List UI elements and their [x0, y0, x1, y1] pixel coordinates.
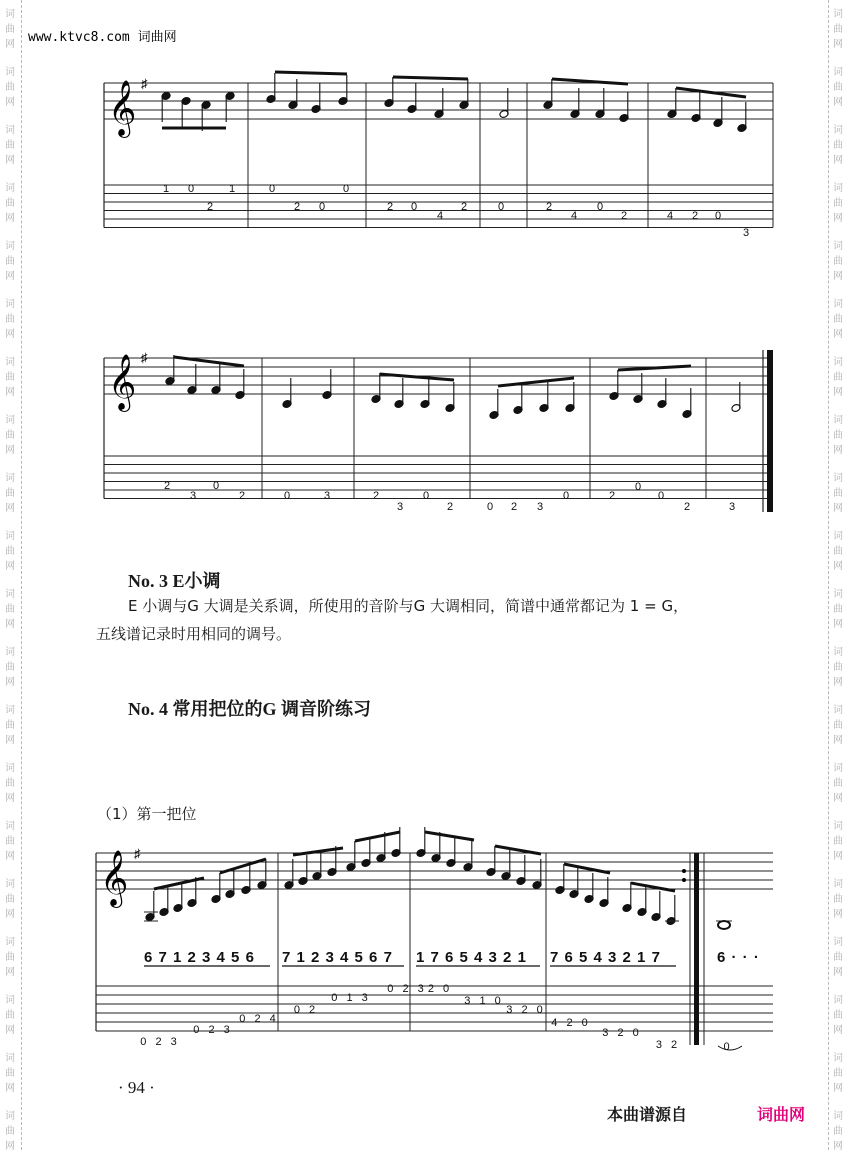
- tab-fret-numbers: 4 2 0: [551, 1017, 591, 1029]
- tab-fret-number: 2: [683, 501, 691, 513]
- watermark-char: 词: [833, 183, 843, 194]
- watermark-char: 网: [5, 155, 15, 166]
- watermark-char: 网: [833, 851, 843, 862]
- tab-fret-number: 3: [742, 227, 750, 239]
- watermark-char: 网: [833, 503, 843, 514]
- source-label: 本曲谱源自: [607, 1105, 688, 1124]
- tab-fret-number: 0: [497, 201, 505, 213]
- watermark-char: 网: [5, 1141, 15, 1152]
- jianpu-measure: 7 1 2 3 4 5 6 7: [282, 949, 393, 966]
- treble-clef-icon: 𝄞: [108, 356, 137, 409]
- tab-fret-number: 0: [318, 201, 326, 213]
- watermark-char: 曲: [833, 604, 843, 615]
- section-4-title: No. 4 常用把位的G 调音阶练习: [128, 699, 371, 719]
- watermark-char: 词: [833, 705, 843, 716]
- watermark-char: 网: [5, 445, 15, 456]
- watermark-char: 曲: [833, 836, 843, 847]
- watermark-char: 曲: [5, 1010, 15, 1021]
- watermark-char: 词: [5, 9, 15, 20]
- tab-fret-number: 2: [620, 210, 628, 222]
- whole-note-head: [718, 921, 730, 929]
- tab-fret-numbers: 3 2 0: [602, 1027, 642, 1039]
- tab-fret-number: 0: [634, 481, 642, 493]
- watermark-char: 曲: [5, 1126, 15, 1137]
- watermark-char: 曲: [833, 256, 843, 267]
- watermark-char: 网: [5, 387, 15, 398]
- watermark-char: 曲: [5, 1068, 15, 1079]
- section-3-body-line-2: 五线谱记录时用相同的调号。: [96, 625, 292, 643]
- watermark-char: 词: [5, 241, 15, 252]
- tab-fret-numbers: 0 1 3: [331, 992, 371, 1004]
- tab-fret-number: 2: [163, 480, 171, 492]
- tab-fret-number: 3: [728, 501, 736, 513]
- treble-clef-icon: 𝄞: [108, 82, 137, 135]
- watermark-char: 词: [833, 473, 843, 484]
- repeat-dot: [682, 869, 686, 873]
- watermark-char: 曲: [5, 604, 15, 615]
- watermark-char: 曲: [833, 894, 843, 905]
- note-beam: [275, 72, 347, 74]
- watermark-char: 曲: [833, 82, 843, 93]
- watermark-char: 曲: [5, 256, 15, 267]
- watermark-char: 词: [833, 879, 843, 890]
- watermark-char: 网: [833, 271, 843, 282]
- watermark-char: 曲: [833, 314, 843, 325]
- tab-fret-numbers: 0 2 3: [140, 1036, 180, 1048]
- watermark-char: 网: [833, 1025, 843, 1036]
- watermark-char: 词: [5, 1053, 15, 1064]
- watermark-char: 词: [833, 125, 843, 136]
- tab-fret-number: 0: [342, 183, 350, 195]
- watermark-char: 网: [833, 909, 843, 920]
- watermark-char: 曲: [5, 488, 15, 499]
- watermark-char: 网: [833, 677, 843, 688]
- watermark-char: 曲: [833, 488, 843, 499]
- watermark-char: 网: [833, 967, 843, 978]
- watermark-char: 曲: [833, 24, 843, 35]
- watermark-char: 曲: [833, 952, 843, 963]
- watermark-char: 网: [833, 735, 843, 746]
- tab-fret-number: 0: [410, 201, 418, 213]
- key-signature-sharp-icon: ♯: [134, 846, 141, 861]
- tab-fret-number: 0: [268, 183, 276, 195]
- watermark-char: 网: [5, 561, 15, 572]
- watermark-char: 词: [5, 705, 15, 716]
- watermark-char: 曲: [833, 198, 843, 209]
- section-3-body-line-1: E 小调与G 大调是关系调，所使用的音阶与G 大调相同，简谱中通常都记为 1 = G，: [128, 597, 689, 615]
- watermark-char: 词: [833, 995, 843, 1006]
- page-number: · 94 ·: [118, 1078, 155, 1097]
- site-name: 词曲网: [137, 30, 177, 45]
- tab-fret-number: 2: [608, 490, 616, 502]
- watermark-char: 曲: [5, 662, 15, 673]
- watermark-char: 曲: [833, 720, 843, 731]
- watermark-char: 曲: [5, 140, 15, 151]
- watermark-char: 网: [5, 271, 15, 282]
- tab-fret-number: 0: [714, 210, 722, 222]
- watermark-char: 词: [833, 531, 843, 542]
- tab-fret-number: 2: [446, 501, 454, 513]
- watermark-char: 词: [5, 879, 15, 890]
- jianpu-measure: 6 · · ·: [717, 949, 760, 966]
- tab-fret-number: 2: [460, 201, 468, 213]
- watermark-char: 词: [833, 589, 843, 600]
- tab-fret-number: 3: [323, 490, 331, 502]
- watermark-char: 词: [5, 995, 15, 1006]
- tab-fret-number: 0: [422, 490, 430, 502]
- watermark-char: 词: [5, 473, 15, 484]
- watermark-char: 词: [5, 647, 15, 658]
- site-url-link[interactable]: www.ktvc8.com: [28, 30, 130, 45]
- tab-fret-number: 2: [510, 501, 518, 513]
- watermark-char: 曲: [833, 1068, 843, 1079]
- watermark-char: 网: [5, 503, 15, 514]
- watermark-char: 网: [5, 329, 15, 340]
- tab-fret-number: 2: [372, 490, 380, 502]
- watermark-char: 网: [833, 619, 843, 630]
- watermark-char: 词: [833, 415, 843, 426]
- note-beam: [380, 374, 454, 380]
- section-3-title: No. 3 E小调: [128, 571, 221, 591]
- watermark-char: 词: [5, 357, 15, 368]
- tab-fret-numbers: 0 2 4: [239, 1013, 279, 1025]
- tab-fret-number: 2: [206, 201, 214, 213]
- jianpu-measure: 6 7 1 2 3 4 5 6: [144, 949, 255, 966]
- watermark-char: 网: [833, 1141, 843, 1152]
- watermark-char: 曲: [833, 662, 843, 673]
- watermark-char: 曲: [5, 198, 15, 209]
- watermark-char: 词: [833, 9, 843, 20]
- tab-fret-number: 0: [187, 183, 195, 195]
- watermark-char: 曲: [833, 430, 843, 441]
- brand-link[interactable]: 词曲网: [757, 1105, 806, 1124]
- watermark-char: 网: [833, 387, 843, 398]
- score-system-3: [96, 827, 773, 1053]
- watermark-char: 词: [5, 531, 15, 542]
- watermark-char: 网: [5, 677, 15, 688]
- tab-fret-number: 1: [228, 183, 236, 195]
- tab-fret-number: 2: [293, 201, 301, 213]
- tab-fret-number: 2: [691, 210, 699, 222]
- tab-fret-number: 0: [212, 480, 220, 492]
- watermark-char: 词: [5, 937, 15, 948]
- watermark-char: 词: [833, 1111, 843, 1122]
- final-barline-thick: [767, 350, 773, 512]
- watermark-char: 网: [5, 1083, 15, 1094]
- note-beam: [425, 832, 474, 840]
- tab-fret-number: 2: [545, 201, 553, 213]
- watermark-char: 词: [5, 1111, 15, 1122]
- tab-fret-number: 0: [562, 490, 570, 502]
- watermark-char: 词: [833, 821, 843, 832]
- section-4-subtitle: （1）第一把位: [97, 805, 197, 823]
- tab-fret-numbers: 3 2 0: [506, 1004, 546, 1016]
- tab-fret-number: 2: [238, 490, 246, 502]
- watermark-char: 网: [833, 793, 843, 804]
- watermark-char: 曲: [5, 836, 15, 847]
- watermark-char: 曲: [5, 430, 15, 441]
- repeat-barline-thick: [694, 853, 699, 1045]
- watermark-char: 曲: [5, 894, 15, 905]
- watermark-char: 曲: [833, 372, 843, 383]
- tab-fret-number: 0: [596, 201, 604, 213]
- watermark-char: 网: [833, 561, 843, 572]
- tab-fret-numbers: 2 0: [427, 983, 453, 995]
- watermark-char: 词: [833, 763, 843, 774]
- note-beam: [355, 832, 400, 841]
- watermark-char: 网: [5, 851, 15, 862]
- watermark-char: 网: [833, 213, 843, 224]
- tab-fret-number: 0: [486, 501, 494, 513]
- watermark-char: 词: [833, 357, 843, 368]
- watermark-char: 曲: [5, 778, 15, 789]
- watermark-char: 网: [5, 39, 15, 50]
- jianpu-measure: 1 7 6 5 4 3 2 1: [416, 949, 527, 966]
- tab-fret-numbers: 3 2: [655, 1039, 681, 1051]
- tab-fret-number: 1: [162, 183, 170, 195]
- tab-fret-number: 3: [536, 501, 544, 513]
- watermark-char: 网: [833, 329, 843, 340]
- watermark-char: 网: [833, 1083, 843, 1094]
- watermark-char: 网: [5, 213, 15, 224]
- treble-clef-icon: 𝄞: [100, 852, 129, 905]
- watermark-char: 曲: [5, 314, 15, 325]
- watermark-char: 曲: [5, 24, 15, 35]
- watermark-char: 曲: [5, 720, 15, 731]
- watermark-char: 网: [5, 735, 15, 746]
- tab-fret-numbers: 0: [723, 1041, 733, 1053]
- watermark-char: 词: [833, 241, 843, 252]
- tab-fret-number: 2: [386, 201, 394, 213]
- tab-fret-numbers: 3 1 0: [464, 995, 504, 1007]
- watermark-char: 网: [833, 39, 843, 50]
- watermark-char: 曲: [5, 372, 15, 383]
- score-system-2: [104, 350, 773, 513]
- watermark-char: 网: [833, 445, 843, 456]
- tab-fret-number: 0: [657, 490, 665, 502]
- tab-fret-number: 4: [570, 210, 578, 222]
- watermark-char: 网: [833, 155, 843, 166]
- watermark-char: 曲: [833, 140, 843, 151]
- tab-fret-number: 0: [283, 490, 291, 502]
- tab-fret-number: 4: [666, 210, 674, 222]
- watermark-char: 曲: [5, 546, 15, 557]
- watermark-char: 曲: [833, 778, 843, 789]
- watermark-char: 曲: [833, 1126, 843, 1137]
- watermark-char: 词: [5, 763, 15, 774]
- watermark-char: 网: [5, 97, 15, 108]
- watermark-char: 曲: [5, 82, 15, 93]
- watermark-char: 词: [5, 125, 15, 136]
- watermark-char: 词: [833, 647, 843, 658]
- watermark-char: 词: [5, 589, 15, 600]
- repeat-dot: [682, 878, 686, 882]
- watermark-char: 网: [5, 1025, 15, 1036]
- watermark-char: 词: [5, 299, 15, 310]
- watermark-char: 曲: [833, 546, 843, 557]
- tab-fret-number: 3: [189, 490, 197, 502]
- watermark-char: 曲: [833, 1010, 843, 1021]
- watermark-char: 网: [833, 97, 843, 108]
- watermark-char: 词: [5, 821, 15, 832]
- note-beam: [631, 883, 675, 891]
- jianpu-measure: 7 6 5 4 3 2 1 7: [550, 949, 661, 966]
- tab-fret-numbers: 0 2: [293, 1004, 319, 1016]
- key-signature-sharp-icon: ♯: [141, 76, 148, 91]
- watermark-char: 词: [833, 937, 843, 948]
- tab-fret-number: 4: [436, 210, 444, 222]
- tab-fret-number: 3: [396, 501, 404, 513]
- watermark-char: 网: [5, 967, 15, 978]
- watermark-char: 词: [833, 299, 843, 310]
- watermark-char: 词: [5, 67, 15, 78]
- watermark-char: 曲: [5, 952, 15, 963]
- watermark-char: 词: [5, 183, 15, 194]
- watermark-char: 网: [5, 909, 15, 920]
- watermark-char: 词: [5, 415, 15, 426]
- key-signature-sharp-icon: ♯: [141, 350, 148, 365]
- tab-fret-numbers: 0 2 3: [387, 983, 427, 995]
- note-beam: [393, 77, 468, 79]
- score-system-1: [104, 72, 773, 239]
- note-beam: [564, 864, 610, 873]
- watermark-char: 网: [5, 619, 15, 630]
- watermark-char: 网: [5, 793, 15, 804]
- tab-fret-numbers: 0 2 3: [193, 1024, 233, 1036]
- watermark-char: 词: [833, 67, 843, 78]
- watermark-char: 词: [833, 1053, 843, 1064]
